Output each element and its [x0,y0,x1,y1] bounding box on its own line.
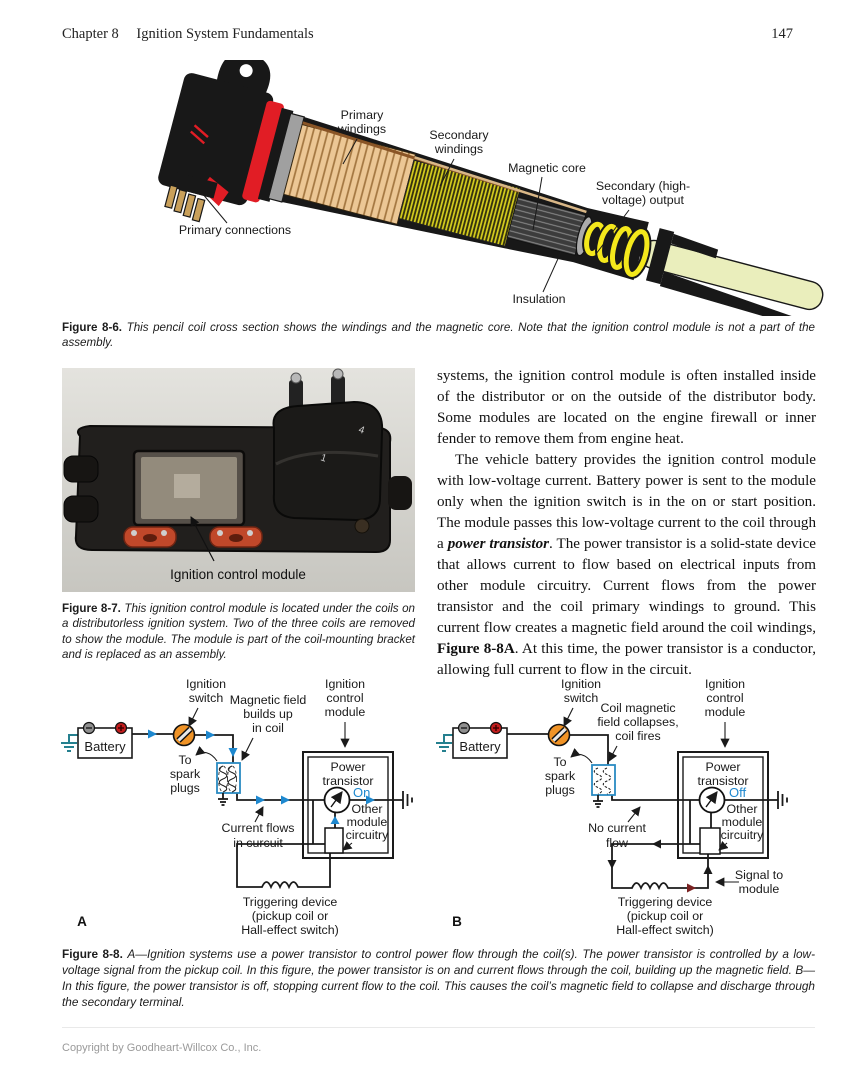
svg-text:plugs: plugs [170,781,200,795]
svg-text:circuitry: circuitry [345,828,389,842]
diagram-b-tag: B [452,914,462,929]
svg-text:windings: windings [434,142,484,156]
label-signal-to-module: Signal to [734,868,784,882]
ignition-control-module [134,451,244,525]
svg-text:windings: windings [337,122,387,136]
fig6-caption: Figure 8-6. This pencil coil cross section shows the windings and the magnetic core. Note that the ignition control module is not a part of the assembly. [62,321,815,350]
fig8-caption: Figure 8-8. A—Ignition systems use a power transistor to control power flow through the coil(s). The power transistor is controlled by a low-voltage signal from the pickup coil. In this figure, the power transistor is on and current flows through the coil, building up the magnetic field. B—In this figure, the power transistor is off, stopping current flow to the coil. This causes the coil’s magnetic field to collapse and discharge through the secondary terminal. [62,947,815,1010]
label-triggering-a: Triggering device [242,895,338,909]
paragraph-1: systems, the ignition control module is often installed inside of the distributor or on the outside of the distributor body. Some modules are located on the engine firewall or inner fender to remove them from engine heat. [437,368,816,447]
svg-text:(pickup coil or: (pickup coil or [251,909,329,923]
label-primary-windings: Primary [340,108,384,122]
svg-text:module: module [721,815,763,829]
svg-text:builds up: builds up [243,707,293,721]
svg-text:Battery: Battery [459,739,501,754]
label-triggering-b: Triggering device [617,895,713,909]
coil-mark-1: 1 [319,452,328,465]
chapter-title: Ignition System Fundamentals [136,26,314,42]
label-secondary-output: Secondary (high- [595,179,691,193]
svg-text:in coil: in coil [252,721,284,735]
body-text [437,366,816,681]
svg-text:transistor: transistor [697,774,749,788]
paragraph-2: The vehicle battery provides the ignition control module with low-voltage current. Battery power is sent to the module only when the ignition switch is in the on or start position. The module passes this low-voltage current to the coil through a power transistor. The power transistor is a solid-state device that allows current to flow based on electrical inputs from other module circuitry. Current flows from the power transistor and the coil primary windings to ground. This current flow creates a magnetic field around the coil windings, Figure 8-8A. At this time, the power transistor is a conductor, allowing full current to flow in the circuit. [437,451,816,678]
diagram-a [61,677,412,937]
diagram-a-tag: A [77,914,87,929]
label-other-circuitry-a: Other [351,802,383,816]
fig7-caption: Figure 8-7. This ignition control module is located under the coils on a distributorless ignition system. Two of the three coils are removed to show the module. The module is part of the coil-mounting bracket and is replaced as an assembly. [62,602,415,661]
ignition-circuit-diagrams [55,660,845,942]
circuitry-box-a [325,828,343,853]
label-insulation: Insulation [512,292,566,306]
svg-text:Hall-effect switch): Hall-effect switch) [616,923,714,937]
svg-text:(pickup coil or: (pickup coil or [626,909,704,923]
label-secondary-windings: Secondary [429,128,489,142]
label-control-module-a: Ignition [325,677,365,691]
label-to-spark-b: To [553,755,567,769]
svg-text:plugs: plugs [545,783,575,797]
label-magnetic-field: Magnetic field [229,693,307,707]
svg-text:module: module [324,705,366,719]
svg-text:module: module [346,815,388,829]
svg-text:coil fires: coil fires [615,729,661,743]
coil-mark-4: 4 [357,424,366,437]
label-ignition-switch-b: Ignition [561,677,601,691]
label-power-transistor-a: Power [330,760,366,774]
label-ignition-switch-a: Ignition [186,677,226,691]
battery-a [61,723,132,759]
page-header [62,26,793,43]
transistor-state-b: Off [729,785,747,800]
svg-text:Hall-effect switch): Hall-effect switch) [241,923,339,937]
svg-text:control: control [326,691,364,705]
right-stub [388,476,412,510]
primary-windings-section [284,125,415,224]
svg-text:control: control [706,691,744,705]
page-number: 147 [771,26,793,42]
power-transistor-b [700,788,725,813]
photo-label: Ignition control module [170,567,306,582]
svg-text:switch: switch [188,691,224,705]
svg-text:transistor: transistor [322,774,374,788]
pencil-coil-illustration [55,60,845,316]
chapter-label: Chapter 8 [62,26,119,42]
footer-copyright: Copyright by Goodheart-Willcox Co., Inc. [62,1042,262,1054]
ground-a [403,791,412,809]
ignition-switch-b [549,725,570,746]
label-coil-collapses: Coil magnetic [600,701,676,715]
diagram-b [436,677,787,937]
label-no-current: No current [588,821,646,835]
power-transistor-a [325,788,350,813]
label-magnetic-core: Magnetic core [508,161,586,175]
ignition-module-photo [62,368,415,592]
label-power-transistor-b: Power [705,760,741,774]
svg-text:switch: switch [563,691,599,705]
svg-text:module: module [738,882,780,896]
transistor-state-a: On [353,785,371,800]
svg-text:spark: spark [544,769,576,783]
label-other-circuitry-b: Other [726,802,758,816]
circuitry-box-b [700,828,720,854]
svg-text:field collapses,: field collapses, [597,715,679,729]
ignition-switch-a [174,725,195,746]
label-to-spark-a: To [178,753,192,767]
label-current-flows: Current flows [221,821,295,835]
svg-text:in curcuit: in curcuit [233,836,283,850]
footer-rule [62,1027,815,1028]
svg-text:spark: spark [169,767,201,781]
battery-b [436,723,507,759]
label-control-module-b: Ignition [705,677,745,691]
ground-b [778,791,787,809]
coil-body [150,60,845,316]
svg-text:Battery: Battery [84,739,126,754]
label-primary-connections: Primary connections [178,223,292,237]
svg-text:voltage) output: voltage) output [602,193,684,207]
svg-text:circuitry: circuitry [720,828,764,842]
svg-text:module: module [704,705,746,719]
ignition-coil [274,402,383,533]
svg-text:flow: flow [605,836,629,850]
